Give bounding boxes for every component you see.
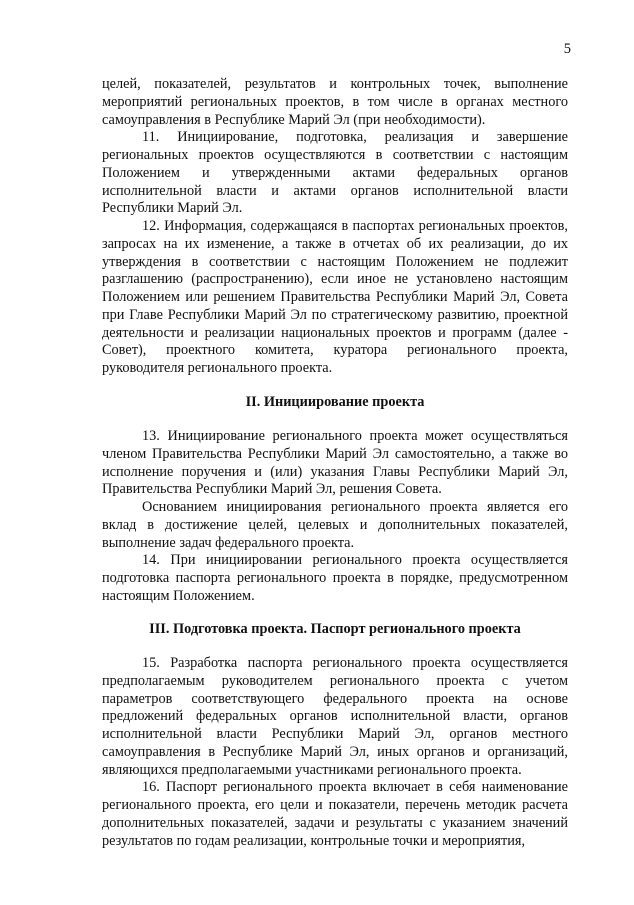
section-2-block (102, 428, 568, 606)
paragraph-12: 12. Информация, содержащаяся в паспортах региональных проектов, запросах на их изменение, а также в отчетах об их реализации, до их утверждения в соответствии с настоящим Положением не подлежит разглашению (распространению), если иное не установлено настоящим Положением или решением Правительства Республики Марий Эл, Совета при Главе Республики Марий Эл по стратегическому развитию, проектной деятельности и реализации национальных проектов и программ (далее - Совет), проектного комитета, куратора регионального проекта, руководителя регионального проекта. (102, 218, 568, 376)
paragraph-11: 11. Инициирование, подготовка, реализация и завершение региональных проектов осуществляются в соответствии с настоящим Положением и утвержденными актами федеральных органов исполнительной власти и актами органов исполнительной власти Республики Марий Эл. (102, 129, 568, 217)
paragraph-15: 15. Разработка паспорта регионального проекта осуществляется предполагаемым руководителем регионального проекта с учетом параметров соответствующего федерального проекта на основе предложений федеральных органов исполнительной власти, органов исполнительной власти Республики Марий Эл, органов местного самоуправления в Республике Марий Эл, иных органов и организаций, являющихся предполагаемыми участниками регионального проекта. (102, 655, 568, 778)
paragraph-14: 14. При инициировании регионального проекта осуществляется подготовка паспорта регионального проекта в порядке, предусмотренном настоящим Положением. (102, 552, 568, 604)
section-2-heading: II. Инициирование проекта (245, 394, 425, 410)
section-3-block (102, 655, 568, 850)
paragraph-13-basis: Основанием инициирования регионального проекта является его вклад в достижение целей, целевых и дополнительных показателей, выполнение задач федерального проекта. (102, 499, 568, 551)
page-number: 5 (563, 41, 571, 57)
intro-block (102, 76, 568, 378)
paragraph-continuation: целей, показателей, результатов и контрольных точек, выполнение мероприятий региональных проектов, в том числе в органах местного самоуправления в Республике Марий Эл (при необходимости). (102, 76, 568, 128)
paragraph-16: 16. Паспорт регионального проекта включает в себя наименование регионального проекта, его цели и показатели, перечень методик расчета дополнительных показателей, задачи и результаты с указанием значений результатов по годам реализации, контрольные точки и мероприятия, (102, 779, 568, 849)
section-3-heading: III. Подготовка проекта. Паспорт регионального проекта (149, 621, 521, 637)
paragraph-13: 13. Инициирование регионального проекта может осуществляться членом Правительства Республики Марий Эл самостоятельно, а также во исполнение поручения и (или) указания Главы Республики Марий Эл, Правительства Республики Марий Эл, решения Совета. (102, 428, 568, 498)
